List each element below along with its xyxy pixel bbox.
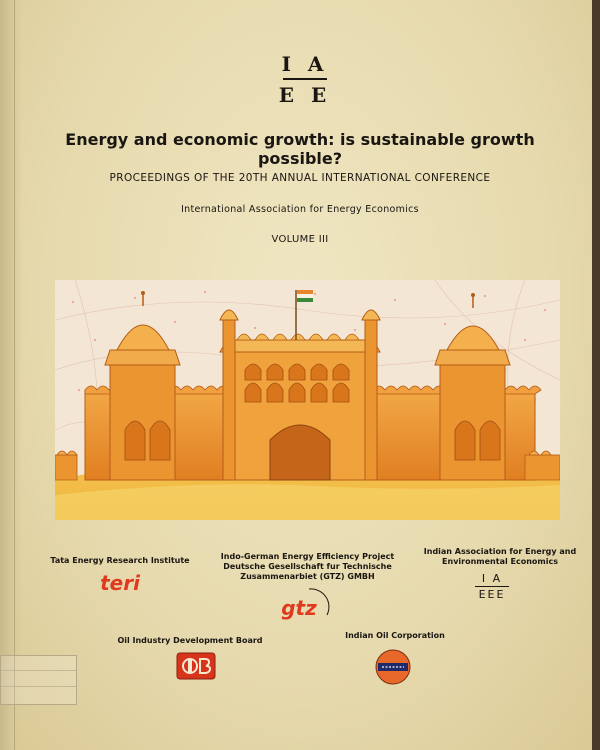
teri-logo (90, 568, 150, 598)
sponsor-indian-oil (330, 631, 460, 641)
iaee-logo (275, 52, 335, 107)
sponsor-tata-energy (35, 556, 205, 566)
iaee-logo-top-line: I A (281, 52, 329, 76)
library-tape (0, 655, 77, 705)
iaeee-logo-top: I A (481, 572, 503, 585)
gtz-logo-text: gtz (281, 596, 317, 620)
teri-logo-text: teri (100, 571, 140, 595)
gtz-logo (275, 585, 337, 625)
sponsor-gtz (205, 552, 410, 582)
red-fort-painting (55, 280, 560, 520)
sponsor-iaeee-line1: Indian Association for Energy and (423, 547, 577, 556)
cover-right-shadow (592, 0, 600, 750)
sponsor-iaeee (410, 547, 590, 567)
sponsor-oidb-name: Oil Industry Development Board (117, 636, 263, 645)
iaeee-logo-bottom: EEE (478, 588, 506, 601)
iaeee-logo (470, 572, 514, 601)
sponsor-ioc-name: Indian Oil Corporation (345, 631, 445, 640)
sponsor-gtz-line2: Deutsche Gesellschaft fur Technische (223, 562, 392, 571)
sponsor-gtz-line3: Zusammenarbiet (GTZ) GMBH (240, 572, 375, 581)
iaee-logo-rule (283, 78, 327, 80)
proceedings-subtitle: PROCEEDINGS OF THE 20TH ANNUAL INTERNATIONAL CONFERENCE (109, 172, 491, 184)
association-name: International Association for Energy Economics (181, 204, 419, 215)
spine-crease (14, 0, 15, 750)
indian-oil-logo-icon (374, 648, 412, 686)
book-title: Energy and economic growth: is sustainable growth possible? (65, 130, 535, 168)
oidb-logo-icon (176, 652, 216, 680)
volume-label: VOLUME III (271, 234, 329, 245)
sponsor-oil-industry (105, 636, 275, 646)
sponsor-gtz-line1: Indo-German Energy Efficiency Project (220, 552, 395, 561)
cover-spine-edge (0, 0, 22, 750)
sponsor-iaeee-line2: Environmental Economics (442, 557, 558, 566)
sponsor-tata-name: Tata Energy Research Institute (50, 556, 190, 565)
iaeee-logo-rule (475, 586, 509, 587)
iaee-logo-bottom-line: E E (278, 83, 332, 107)
